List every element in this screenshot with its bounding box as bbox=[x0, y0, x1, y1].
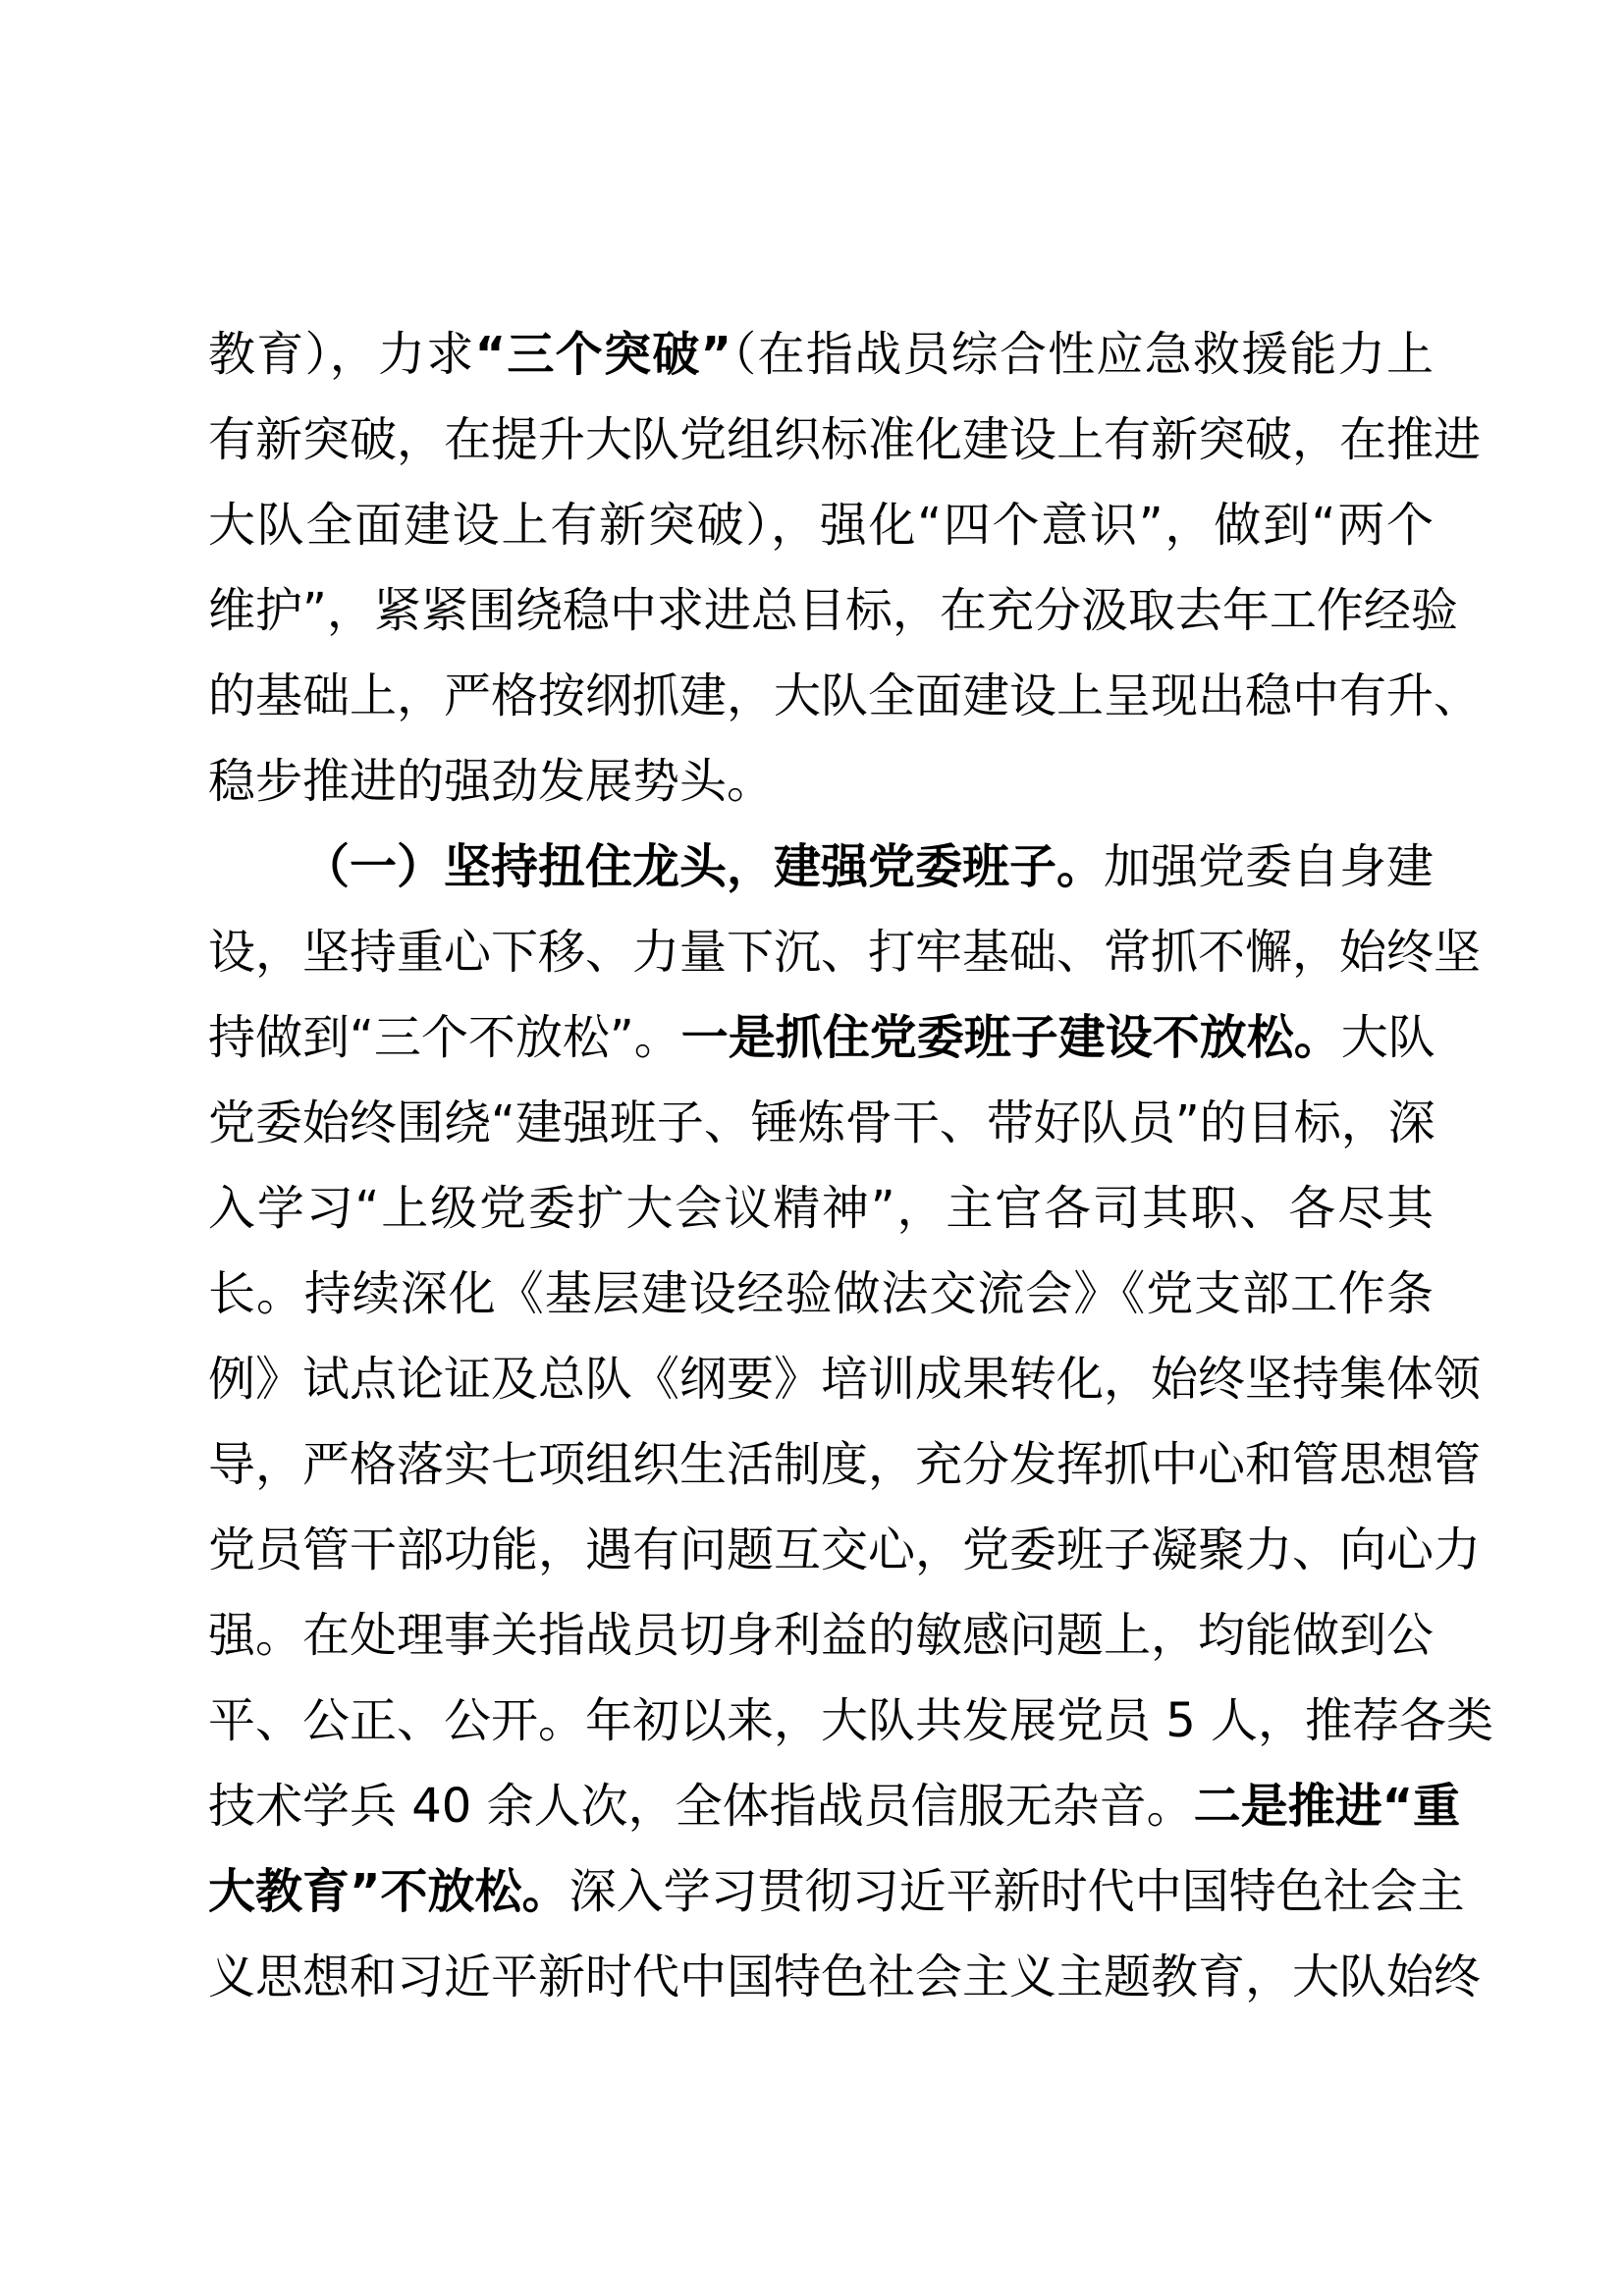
text-line bbox=[208, 483, 1434, 568]
text: 义思想和习近平新时代中国特色社会主义主题教育，大队始终 bbox=[208, 1949, 1482, 2004]
text: 维护”，紧紧围绕稳中求进总目标，在充分汲取去年工作经验 bbox=[208, 583, 1458, 638]
text-line bbox=[208, 398, 1482, 483]
text: 技术学兵 40 余人次，全体指战员信服无杂音。 bbox=[208, 1779, 1194, 1834]
text-line bbox=[208, 1679, 1494, 1764]
text-line bbox=[208, 1337, 1482, 1422]
text: 导，严格落实七项组织生活制度，充分发挥抓中心和管思想管 bbox=[208, 1437, 1482, 1492]
text: 有新突破，在提升大队党组织标准化建设上有新突破，在推进 bbox=[208, 412, 1482, 467]
text-line bbox=[208, 1081, 1434, 1166]
bold-text: （一）坚持扭住龙头，建强党委班子。 bbox=[302, 839, 1105, 894]
text-line bbox=[208, 995, 1434, 1081]
paragraph bbox=[208, 312, 1482, 825]
text: 教育），力求 bbox=[208, 327, 475, 382]
text: 深入学习贯彻习近平新时代中国特色社会主 bbox=[568, 1864, 1465, 1919]
text: 例》试点论证及总队《纲要》培训成果转化，始终坚持集体领 bbox=[208, 1352, 1482, 1407]
text: 长。持续深化《基层建设经验做法交流会》《党支部工作条 bbox=[208, 1266, 1434, 1321]
text-line bbox=[208, 739, 1434, 825]
text: 持做到“三个不放松”。 bbox=[208, 1010, 681, 1065]
text-line bbox=[208, 312, 1434, 398]
bold-text: “三个突破” bbox=[474, 327, 732, 382]
text: 设，坚持重心下移、力量下沉、打牢基础、常抓不懈，始终坚 bbox=[208, 925, 1482, 980]
text-line bbox=[208, 1252, 1434, 1337]
text-line bbox=[208, 1849, 1465, 1935]
bold-text: 二是推进“重 bbox=[1193, 1779, 1461, 1834]
text: 的基础上，严格按纲抓建，大队全面建设上呈现出稳中有升、 bbox=[208, 668, 1482, 723]
text: 加强党委自身建 bbox=[1104, 839, 1435, 894]
text-line bbox=[208, 1935, 1482, 2020]
text: 强。在处理事关指战员切身利益的敏感问题上，均能做到公 bbox=[208, 1608, 1435, 1663]
text-line bbox=[208, 910, 1482, 995]
text: （在指战员综合性应急救援能力上 bbox=[731, 327, 1434, 382]
text: 稳步推进的强劲发展势头。 bbox=[208, 754, 775, 809]
text-line bbox=[208, 654, 1482, 739]
text: 党员管干部功能，遇有问题互交心，党委班子凝聚力、向心力 bbox=[208, 1522, 1482, 1577]
text: 大队 bbox=[1340, 1010, 1435, 1065]
document-page bbox=[208, 312, 1494, 2020]
text: 平、公正、公开。年初以来，大队共发展党员 5 人，推荐各类 bbox=[208, 1693, 1494, 1748]
text-line bbox=[208, 1166, 1434, 1252]
text: 入学习“上级党委扩大会议精神”，主官各司其职、各尽其 bbox=[208, 1181, 1434, 1236]
text: 大队全面建设上有新突破），强化“四个意识”，做到“两个 bbox=[208, 498, 1434, 553]
paragraph bbox=[208, 825, 1494, 2020]
bold-text: 一是抓住党委班子建设不放松。 bbox=[680, 1010, 1341, 1065]
text-line bbox=[208, 1508, 1482, 1593]
text-line bbox=[208, 1593, 1434, 1679]
text-line bbox=[208, 568, 1458, 654]
text-line bbox=[208, 1422, 1482, 1508]
bold-text: 大教育”不放松。 bbox=[208, 1864, 569, 1919]
text-line bbox=[208, 825, 1434, 910]
text-line bbox=[208, 1764, 1461, 1849]
text: 党委始终围绕“建强班子、锤炼骨干、带好队员”的目标，深 bbox=[208, 1095, 1435, 1150]
